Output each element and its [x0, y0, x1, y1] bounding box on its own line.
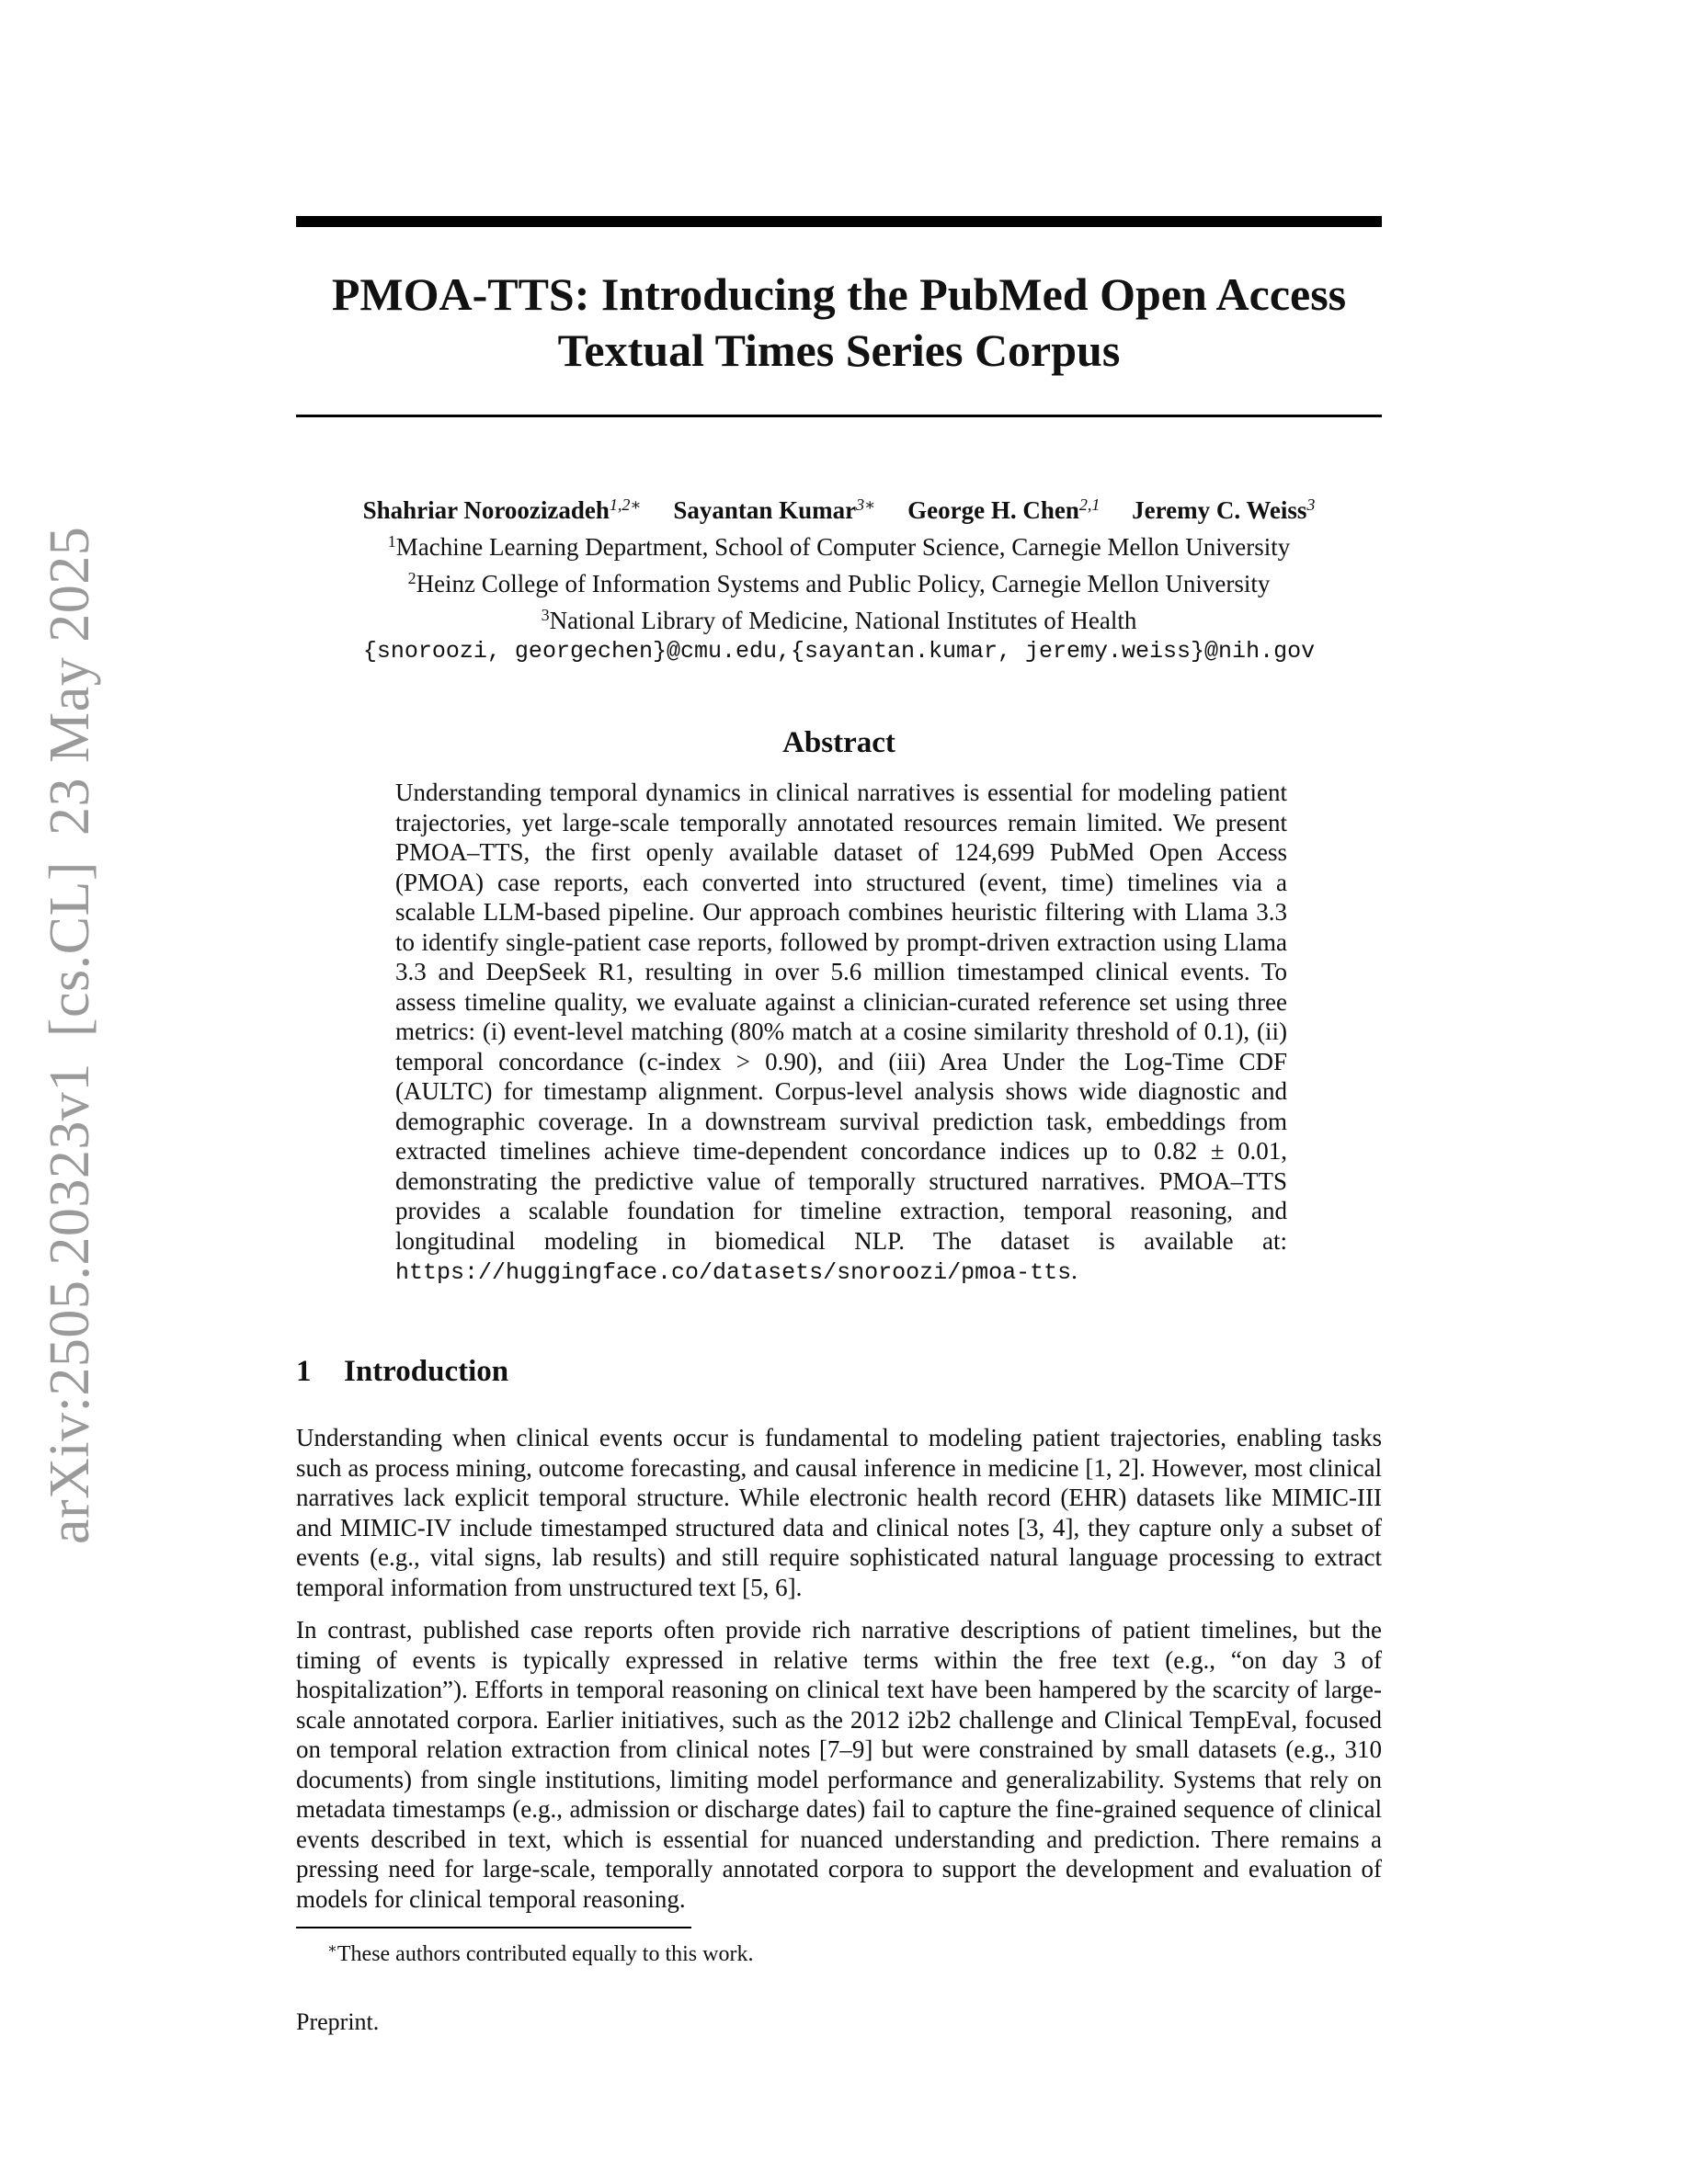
preprint-label: Preprint. — [296, 2008, 380, 2035]
affiliation — [296, 526, 1382, 563]
paragraph: Understanding when clinical events occur is fundamental to modeling patient trajectories, enabling tasks such as process mining, outcome forecasting, and causal inference in medicine [1, 2]. However, most clinical narratives lack explicit temporal structure. While electronic health record (EHR) datasets like MIMIC-III and MIMIC-IV include timestamped structured data and clinical notes [3, 4], they capture only a subset of events (e.g., vital signs, lab results) and still require sophisticated natural language processing to extract temporal information from unstructured text [5, 6]. — [296, 1424, 1382, 1601]
abstract-body — [395, 778, 1287, 1289]
title-line-1: PMOA-TTS: Introducing the PubMed Open Access — [331, 268, 1347, 320]
arxiv-date: 23 May 2025 — [39, 526, 101, 836]
affiliation-text: National Library of Medicine, National Institutes of Health — [549, 607, 1137, 634]
affiliation-mark: 2 — [407, 569, 416, 587]
footnote — [327, 1936, 753, 1968]
section-number: 1 — [296, 1355, 312, 1388]
affiliation-mark: 3 — [541, 606, 550, 624]
affiliation-text: Heinz College of Information Systems and Public Policy, Carnegie Mellon University — [416, 570, 1271, 597]
title-line-2: Textual Times Series Corpus — [557, 324, 1121, 376]
author-emails: {snoroozi, georgechen}@cmu.edu,{sayantan.kumar, jeremy.weiss}@nih.gov — [362, 638, 1316, 665]
title-top-rule — [296, 216, 1382, 227]
arxiv-id: arXiv:2505.20323v1 — [39, 1063, 101, 1544]
author-name: Jeremy C. Weiss — [1132, 496, 1307, 524]
affiliation-mark: 1 — [387, 532, 396, 551]
author — [363, 489, 642, 526]
author — [673, 489, 875, 526]
footnote-mark: ∗ — [327, 1941, 337, 1957]
author-name: Sayantan Kumar — [673, 496, 857, 524]
paper-title — [296, 267, 1382, 379]
abstract-heading: Abstract — [782, 726, 895, 759]
section-heading — [296, 1353, 508, 1390]
author-name: George H. Chen — [907, 496, 1079, 524]
abstract-url-suffix: . — [1071, 1257, 1078, 1284]
section-title: Introduction — [344, 1355, 509, 1388]
author-affil-mark: 2,1 — [1078, 495, 1101, 514]
author-list — [296, 489, 1382, 526]
author-affil-mark: 1,2∗ — [609, 495, 642, 514]
affiliation-text: Machine Learning Department, School of Computer Science, Carnegie Mellon University — [395, 533, 1291, 561]
paragraph: In contrast, published case reports often provide rich narrative descriptions of patient timelines, but the timing of events is typically expressed in relative terms within the free text (e.g., “on day 3 of hospitalization”). Efforts in temporal reasoning on clinical text have been hampered by the scarcity of large-scale annotated corpora. Earlier initiatives, such as the 2012 i2b2 challenge and Clinical TempEval, focused on temporal relation extraction from clinical notes [7–9] but were constrained by small datasets (e.g., 310 documents) from single institutions, limiting model performance and generalizability. Systems that rely on metadata timestamps (e.g., admission or discharge dates) fail to capture the fine-grained sequence of clinical events described in text, which is essential for nuanced understanding and prediction. There remains a pressing need for large-scale, temporally annotated corpora to support the development and evaluation of models for clinical temporal reasoning. — [296, 1616, 1382, 1913]
footnote-rule — [296, 1927, 691, 1928]
author-affil-mark: 3 — [1306, 495, 1316, 514]
abstract-text: Understanding temporal dynamics in clinical narratives is essential for modeling patient trajectories, yet large-scale temporally annotated resources remain limited. We present PMOA–TTS, the first openly available dataset of 124,699 PubMed Open Access (PMOA) case reports, each converted into structured (event, time) timelines via a scalable LLM-based pipeline. Our approach combines heuristic filtering with Llama 3.3 to identify single-patient case reports, followed by prompt-driven extraction using Llama 3.3 and DeepSeek R1, resulting in over 5.6 million timestamped clinical events. To assess timeline quality, we evaluate against a clinician-curated reference set using three metrics: (i) event-level matching (80% match at a cosine similarity threshold of 0.1), (ii) temporal concordance (c-index > 0.90), and (iii) Area Under the Log-Time CDF (AULTC) for timestamp alignment. Corpus-level analysis shows wide diagnostic and demographic coverage. In a downstream survival prediction task, embeddings from extracted timelines achieve time-dependent concordance indices up to 0.82 ± 0.01, demonstrating the predictive value of temporally structured narratives. PMOA–TTS provides a scalable foundation for timeline extraction, temporal reasoning, and longitudinal modeling in biomedical NLP. The dataset is available at: — [395, 779, 1287, 1255]
footnote-text: These authors contributed equally to this work. — [336, 1942, 754, 1966]
author-block — [296, 489, 1382, 667]
author — [907, 489, 1100, 526]
author — [1132, 489, 1315, 526]
author-affil-mark: 3∗ — [856, 495, 876, 514]
affiliation — [296, 563, 1382, 599]
title-bottom-rule — [296, 415, 1382, 417]
dataset-link[interactable]: https://huggingface.co/datasets/snoroozi/pmoa-tts — [395, 1259, 1072, 1286]
affiliation — [296, 599, 1382, 636]
section-body — [296, 1423, 1382, 1927]
arxiv-side-stamp — [39, 527, 101, 1544]
arxiv-category: [cs.CL] — [39, 860, 101, 1038]
author-name: Shahriar Noroozizadeh — [362, 496, 610, 524]
